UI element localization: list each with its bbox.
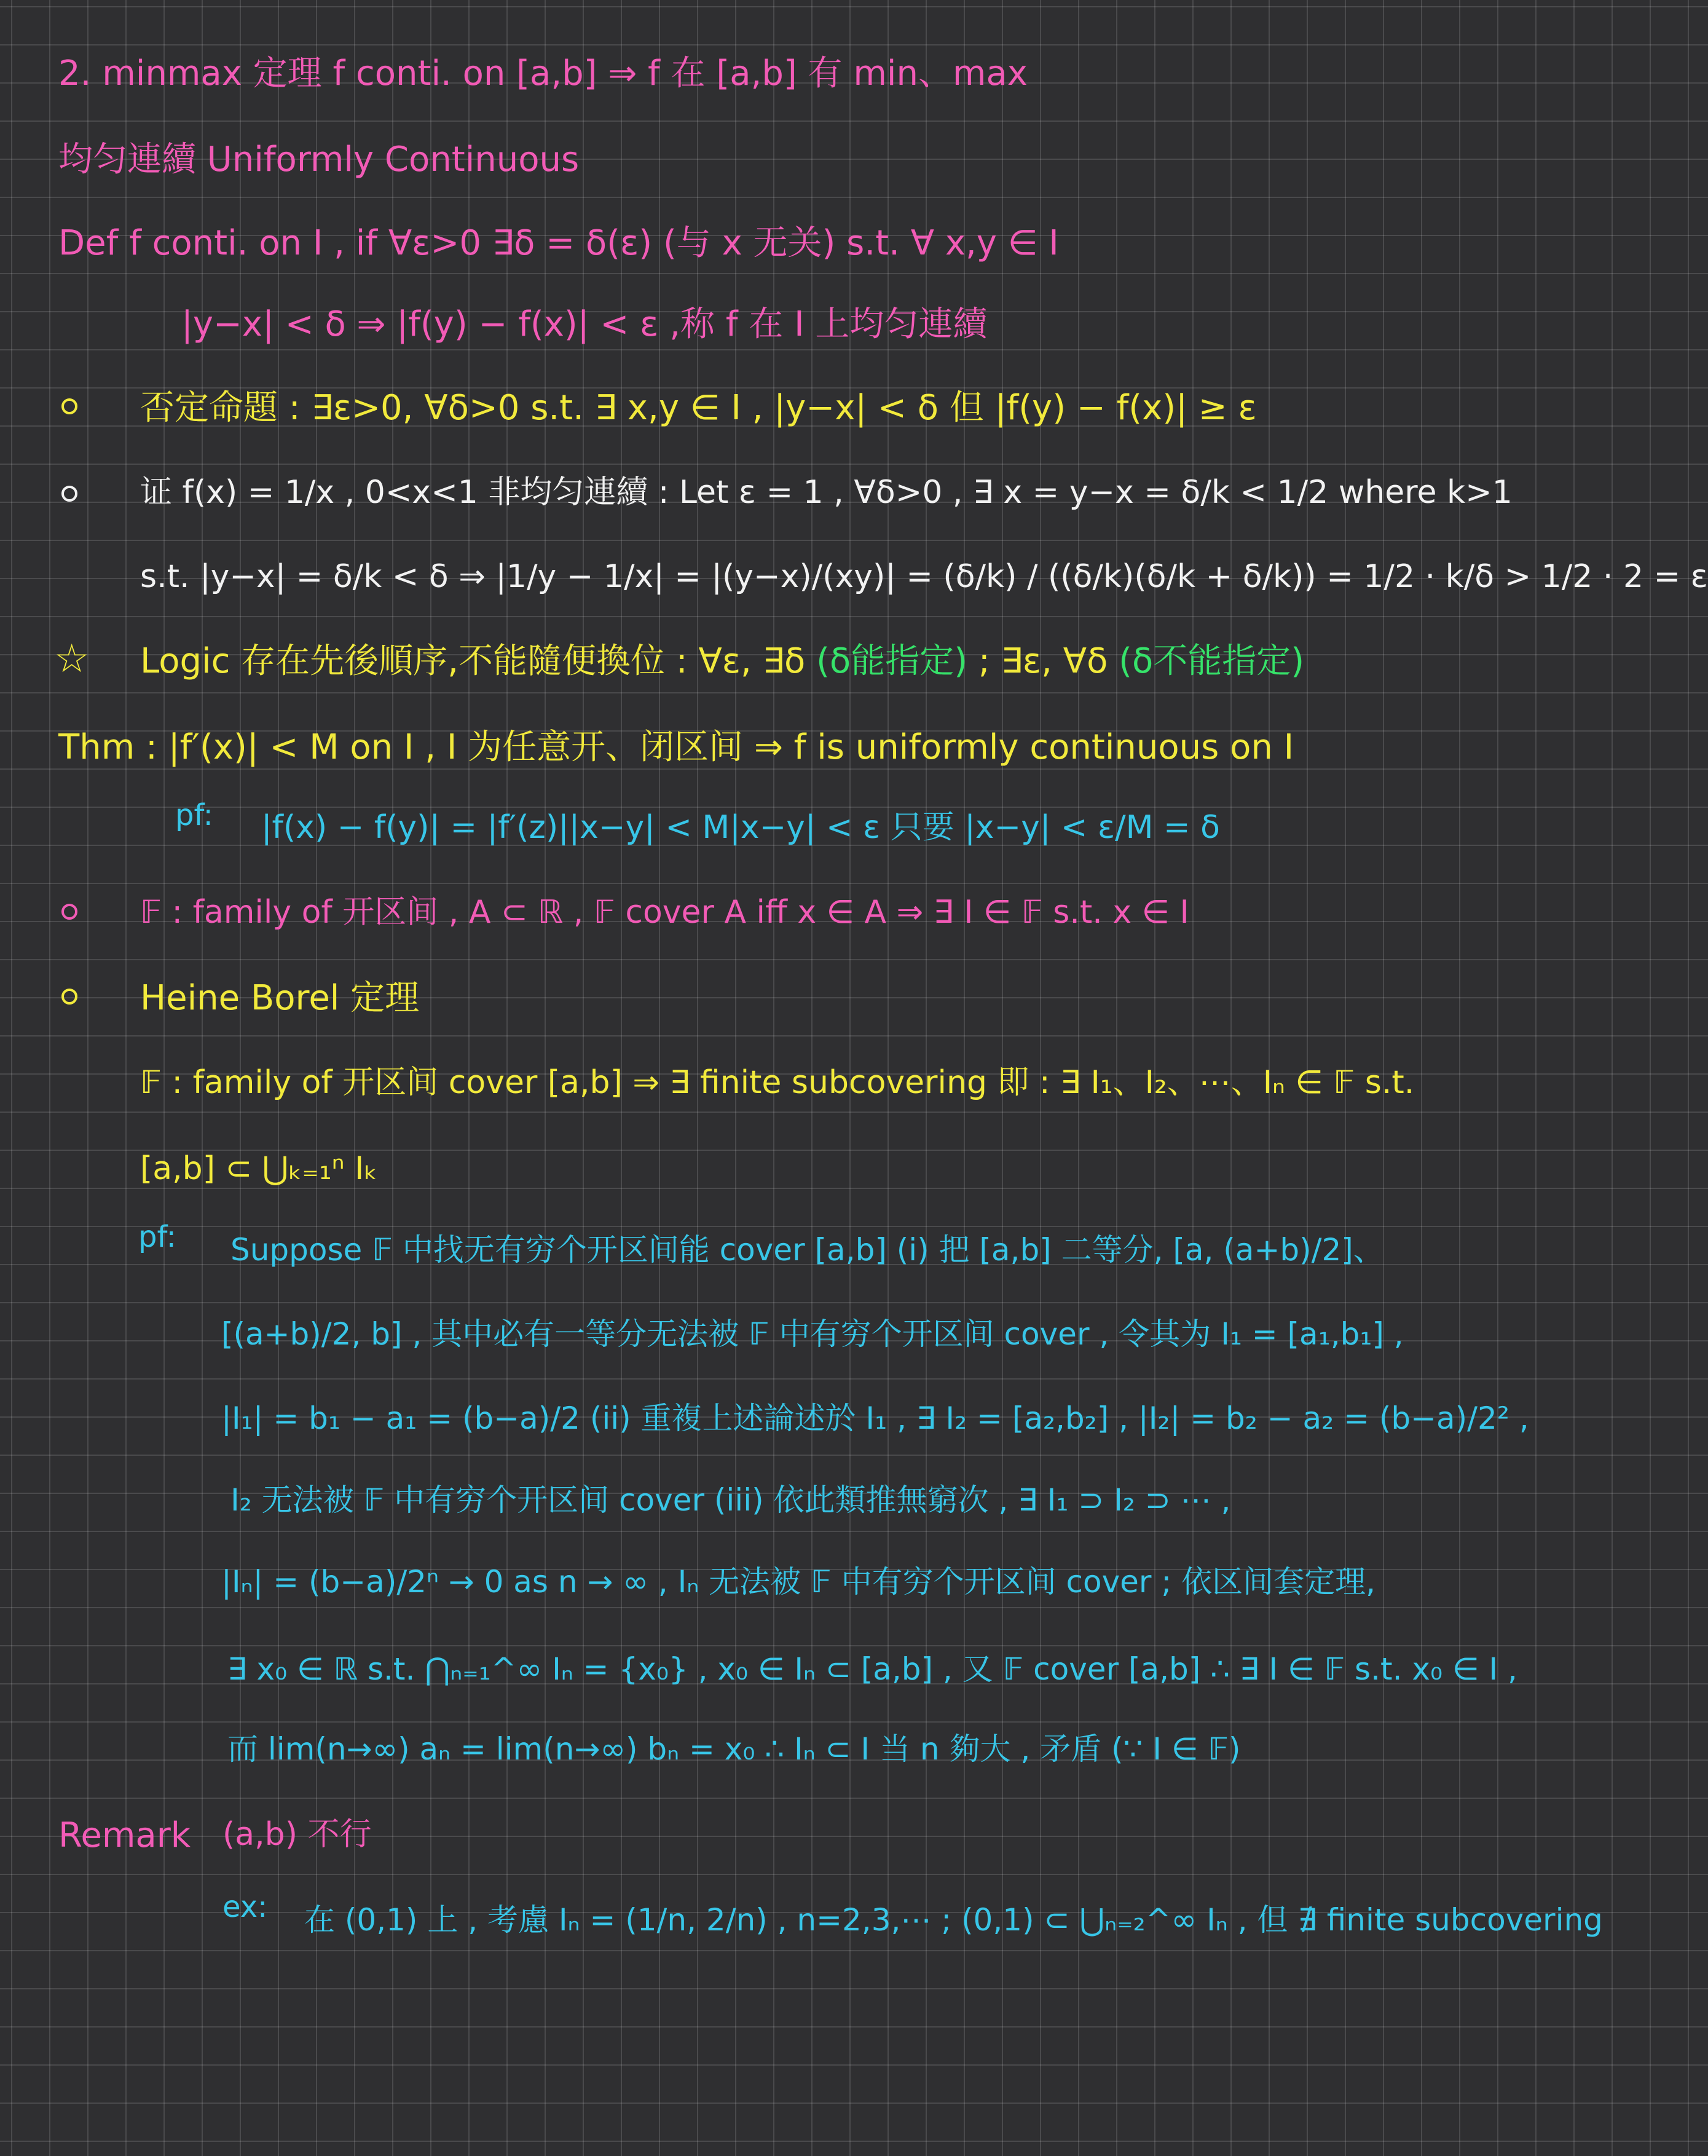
- counterexample-line-1: 证 f(x) = 1/x , 0<x<1 非均匀連續 : Let ε = 1 , ∀δ>0 , ∃ x = y−x = δ/k < 1/2 where k>1: [140, 474, 1513, 511]
- hb-proof-line-5: |Iₙ| = (b−a)/2ⁿ → 0 as n → ∞ , Iₙ 无法被 𝔽 中有穷个开区间 cover ; 依区间套定理,: [221, 1564, 1376, 1600]
- hb-proof-line-1: Suppose 𝔽 中找无有穷个开区间能 cover [a,b] (i) 把 [a,b] 二等分, [a, (a+b)/2]、: [230, 1232, 1384, 1268]
- hb-proof-line-3: |I₁| = b₁ − a₁ = (b−a)/2 (ii) 重複上述論述於 I₁ , ∃ I₂ = [a₂,b₂] , |I₂| = b₂ − a₂ = (b−a)/2² ,: [221, 1400, 1529, 1436]
- logic-line: [140, 641, 1305, 681]
- minmax-theorem-line: 2. minmax 定理 f conti. on [a,b] ⇒ f 在 [a,b] 有 min、max: [58, 53, 1028, 93]
- bullet-icon: [61, 989, 77, 1005]
- definition-line-1: Def f conti. on I , if ∀ε>0 ∃δ = δ(ε) (与 x 无关) s.t. ∀ x,y ∈ I: [58, 223, 1059, 263]
- bullet-icon: [61, 398, 77, 414]
- hb-proof-line-6: ∃ x₀ ∈ ℝ s.t. ⋂ₙ₌₁^∞ Iₙ = {x₀} , x₀ ∈ Iₙ ⊂ [a,b] , 又 𝔽 cover [a,b] ∴ ∃ I ∈ 𝔽 s.t. x₀ ∈ I ,: [227, 1651, 1517, 1687]
- example-label: ex:: [222, 1890, 268, 1924]
- family-cover-line: 𝔽 : family of 开区间 , A ⊂ ℝ , 𝔽 cover A iff x ∈ A ⇒ ∃ I ∈ 𝔽 s.t. x ∈ I: [140, 894, 1189, 931]
- star-icon: ☆: [54, 636, 90, 682]
- logic-mid-text: ; ∃ε, ∀δ: [978, 641, 1108, 681]
- remark-label: Remark: [58, 1815, 191, 1855]
- hb-proof-line-7: 而 lim(n→∞) aₙ = lim(n→∞) bₙ = x₀ ∴ Iₙ ⊂ I 当 n 夠大 , 矛盾 (∵ I ∈ 𝔽): [227, 1731, 1241, 1767]
- theorem-line: Thm : |f′(x)| < M on I , I 为任意开、闭区间 ⇒ f is uniformly continuous on I: [58, 727, 1294, 767]
- heine-borel-statement-2: [a,b] ⊂ ⋃ₖ₌₁ⁿ Iₖ: [140, 1150, 378, 1187]
- negation-line: 否定命題 : ∃ε>0, ∀δ>0 s.t. ∃ x,y ∈ I , |y−x| < δ 但 |f(y) − f(x)| ≥ ε: [140, 388, 1257, 428]
- bullet-icon: [61, 904, 77, 920]
- hb-proof-line-4: I₂ 无法被 𝔽 中有穷个开区间 cover (iii) 依此類推無窮次 , ∃ I₁ ⊃ I₂ ⊃ ⋯ ,: [230, 1482, 1231, 1518]
- logic-note-2: (δ不能指定): [1119, 641, 1305, 681]
- example-line: 在 (0,1) 上 , 考慮 Iₙ = (1/n, 2/n) , n=2,3,⋯ ; (0,1) ⊂ ⋃ₙ₌₂^∞ Iₙ , 但 ∄ finite subcovering: [304, 1902, 1603, 1938]
- logic-note-1: (δ能指定): [816, 641, 968, 681]
- definition-line-2: |y−x| < δ ⇒ |f(y) − f(x)| < ε ,称 f 在 I 上均匀連續: [181, 304, 988, 344]
- proof-label: pf:: [138, 1220, 176, 1254]
- hb-proof-line-2: [(a+b)/2, b] , 其中必有一等分无法被 𝔽 中有穷个开区间 cover , 令其为 I₁ = [a₁,b₁] ,: [221, 1316, 1404, 1352]
- uniform-continuity-title: 均匀連續 Uniformly Continuous: [58, 140, 580, 180]
- bullet-icon: [61, 486, 77, 502]
- heine-borel-title: Heine Borel 定理: [140, 978, 420, 1018]
- counterexample-line-2: s.t. |y−x| = δ/k < δ ⇒ |1/y − 1/x| = |(y−x)/(xy)| = (δ/k) / ((δ/k)(δ/k + δ/k)) = 1/2 · k/δ > 1/2 · 2 = ε: [140, 558, 1708, 595]
- logic-main-text: Logic 存在先後順序,不能隨便換位 : ∀ε, ∃δ: [140, 641, 806, 681]
- proof-label: pf:: [175, 798, 213, 832]
- remark-text: (a,b) 不行: [222, 1816, 372, 1853]
- theorem-proof-line: |f(x) − f(y)| = |f′(z)||x−y| < M|x−y| < ε 只要 |x−y| < ε/M = δ: [261, 809, 1220, 846]
- heine-borel-statement-1: 𝔽 : family of 开区间 cover [a,b] ⇒ ∃ finite subcovering 即 : ∃ I₁、I₂、⋯、Iₙ ∈ 𝔽 s.t.: [140, 1064, 1415, 1101]
